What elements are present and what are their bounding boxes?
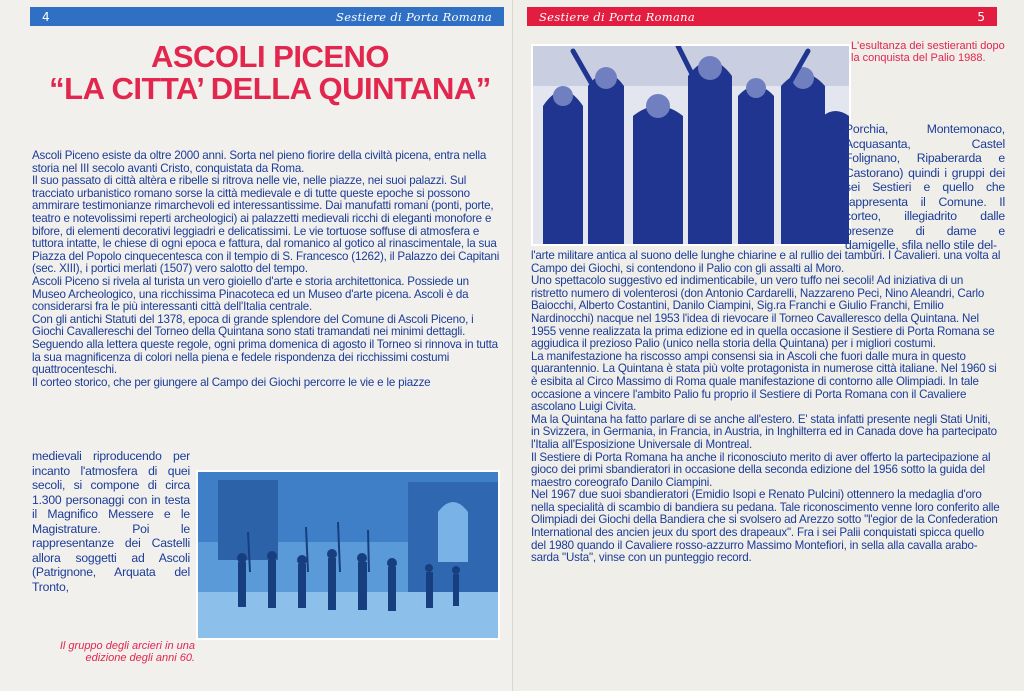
- paragraph-2: Il suo passato di città altèra e ribelle si ritrova nelle vie, nelle piazze, nei suoi palazzi. Sul tracciato urbanistico romano sorse la città medievale e di tutte queste epoche si possono ammirare testimonianze rimarchevoli ed interessantissime. Dai manufatti romani (ponti, porte, teatro e notevolissimi reperti archeologici) ai palazzetti medievali ricchi di eleganti monofore e bifore, di elementi decorativi leggiadri e delicatissimi. Le vie tortuose soffuse di atmosfera e tuttora intatte, le chiese di ogni epoca e fattura, dal romanico al gotico al rinascimentale, la sua Piazza del Popolo cinquecentesca con il tempio di S. Francesco (1262), il Palazzo dei Capitani (sec. XIII), i portici merlati (1507) vero salotto del tempo.: [32, 174, 500, 276]
- left-narrow-paragraph: medievali riproducendo per incanto l'atmosfera di quei secoli, si compone di circa 1.300 personaggi con in testa il Magnifico Messere e le Magistrature. Poi le rappresentanze dei Castelli allora soggetti ad Ascoli (Patrignone, Arquata del Tronto,: [32, 449, 190, 594]
- left-page-number: 4: [42, 9, 50, 24]
- right-main-paragraphs: [531, 250, 1001, 565]
- left-narrow-text: [32, 449, 190, 594]
- paragraph-5: Il Sestiere di Porta Romana ha anche il riconosciuto merito di aver offerto la partecipazione al gioco dei primi sbandieratori in occasione della seconda edizione del 1956 sotto la guida del maestro coreografo Danilo Ciampini.: [531, 450, 991, 489]
- paragraph-3: La manifestazione ha riscosso ampi consensi sia in Ascoli che fuori dalle mura in questo quarantennio. La Quintana è stata più volte protagonista in numerose città italiane. Nel 1960 si è esibita al Circo Massimo di Roma quale manifestazione di contorno alle Olimpiadi. In tale occasione a vincere l'ambito Palio fu proprio il Sestiere di Porta Romana con il Cavaliere ascolano Luigi Civita.: [531, 349, 997, 414]
- right-header-title: Sestiere di Porta Romana: [539, 9, 695, 24]
- right-page: [512, 0, 1024, 691]
- headline-line-2: “LA CITTA’ DELLA QUINTANA”: [49, 71, 491, 106]
- paragraph-5: Il corteo storico, che per giungere al Campo dei Giochi percorre le vie e le piazze: [32, 375, 431, 389]
- archers-photo-caption: Il gruppo degli arcieri in una edizione degli anni 60.: [59, 640, 195, 664]
- paragraph-6: Nel 1967 due suoi sbandieratori (Emidio Isopi e Renato Pulcini) ottennero la medaglia d'oro nella specialità di scambio di bandiera su pedana. Tale riconoscimento venne loro conferito alle Olimpiadi dei Giochi della Bandiera che si svolsero ad Arezzo sotto "l'egior de la Confederation International des ancien jeux du sport des drapeaux". Fra i sei Palii conquistati spicca quello del 1980 quando il Cavaliere rosso-azzurro Massimo Montefiori, in sella alla cavalla arabo-sarda "Usta", vinse con un punteggio record.: [531, 488, 1000, 565]
- paragraph-3: Ascoli Piceno si rivela al turista un vero gioiello d'arte e storia architettonica. Possiede un Museo Archeologico, una ricchissima Pinacoteca ed un Museo d'arte picena. Ascoli è da considerarsi fra le più interessanti città dell'Italia centrale.: [32, 274, 469, 314]
- paragraph-1: l'arte militare antica al suono delle lunghe chiarine e al rullio dei tamburi. I Cavalieri. una volta al Campo dei Giochi, si contendono il Palio con gli assalti al Moro.: [531, 249, 1001, 275]
- paragraph-4: Con gli antichi Statuti del 1378, epoca di grande splendore del Comune di Ascoli Piceno, i Giochi Cavallereschi del Torneo della Quintana sono stati tramandati nei minimi dettagli. Seguendo alla lettera queste regole, ogni prima domenica di agosto il Torneo si rinnova in tutta la sua magnificenza di colori nella piena e fedele rispondenza dei ricchissimi costumi quattrocenteschi.: [32, 312, 498, 377]
- archers-photo-illustration: [198, 472, 498, 638]
- left-header-bar: [30, 7, 504, 26]
- right-header-bar: [527, 7, 997, 26]
- headline-line-1: ASCOLI PICENO: [150, 39, 390, 74]
- celebration-photo-caption: L'esultanza dei sestieranti dopo la conquista del Palio 1988.: [851, 40, 1005, 64]
- right-wrap-text: [845, 122, 1005, 253]
- right-page-number: 5: [977, 9, 985, 24]
- right-main-text: [531, 250, 1001, 565]
- left-main-paragraphs: [32, 150, 500, 389]
- left-main-text: [32, 150, 500, 389]
- left-header-title: Sestiere di Porta Romana: [336, 9, 492, 24]
- paragraph-1: Ascoli Piceno esiste da oltre 2000 anni. Sorta nel pieno fiorire della civiltà picena, entra nella storia nel III secolo avanti Cristo, conquistata da Roma.: [32, 149, 487, 175]
- paragraph-2: Uno spettacolo suggestivo ed indimenticabile, un vero tuffo nei secoli! Ad iniziativa di un ristretto numero di volenterosi (don Antonio Cardarelli, Nazzareno Peci, Nino Aleandri, Carlo Baiocchi, Alberto Costantini, Danilo Ciampini, Sig.ra Franchi e Giulio Franchi, Emilio Nardinocchi) nacque nel 1953 l'idea di rievocare il Torneo Cavalleresco della Quintana. Nel 1955 venne realizzata la prima edizione ed in quella occasione il Sestiere di Porta Romana se aggiudica il prezioso Palio (unico nella storia della Quintana) per i migliori costumi.: [531, 274, 995, 351]
- right-wrap-paragraph: Porchia, Montemonaco, Acquasanta, Castel Folignano, Ripaberarda e Castorano) quindi i gruppi dei sei Sestieri e quello che rappresenta il Comune. Il corteo, illegiadrito dalle presenze di dame e damigelle, sfila nello stile del-: [845, 122, 1005, 252]
- celebration-photo: [531, 44, 851, 246]
- archers-photo: [196, 470, 500, 640]
- paragraph-4: Ma la Quintana ha fatto parlare di se anche all'estero. E' stata infatti presente negli Stati Uniti, in Svizzera, in Germania, in Francia, in Austria, in Inghilterra ed in Canada dove ha partecipato l'Italia all'Esposizione Universale di Montreal.: [531, 412, 997, 451]
- celebration-photo-illustration: [533, 46, 849, 244]
